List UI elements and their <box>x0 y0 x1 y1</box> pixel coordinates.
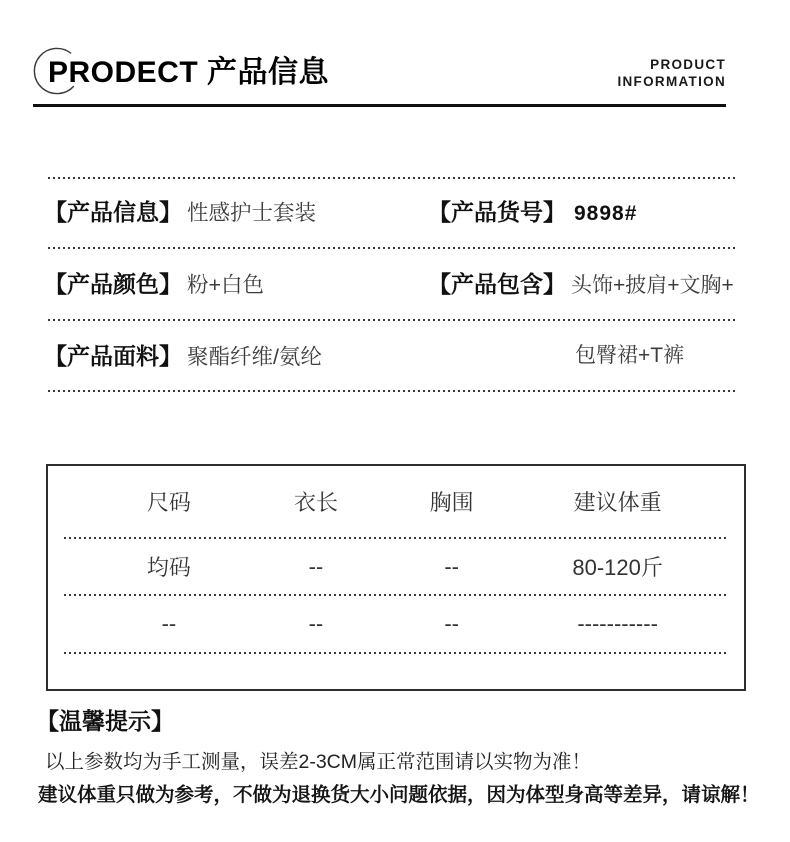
table-row <box>48 539 744 594</box>
info-row-product-name <box>44 197 316 231</box>
cell-size: -- <box>161 611 177 636</box>
column-header-size: 尺码 <box>146 490 191 515</box>
cell-length: -- <box>308 553 324 579</box>
size-table <box>46 464 746 691</box>
tip-line: 建议体重只做为参考，不做为退换货大小问题依据，因为体型身高等差异，请谅解！ <box>38 784 760 806</box>
info-label: 【产品颜色】 <box>44 271 182 297</box>
cell-bust: -- <box>444 611 459 636</box>
info-row-product-includes <box>428 269 734 303</box>
tip-line: 以上参数均为手工测量，误差2-3CM属正常范围请以实物为准！ <box>45 751 592 773</box>
info-row-product-color <box>44 269 264 303</box>
column-header-weight: 建议体重 <box>573 490 662 515</box>
table-row <box>48 596 744 652</box>
cell-weight: ----------- <box>577 611 658 636</box>
dotted-divider <box>48 247 738 249</box>
page-title: PRODECT 产品信息 <box>48 56 330 89</box>
column-header-length: 衣长 <box>293 490 338 515</box>
info-value: 包臀裙+T裤 <box>575 344 685 367</box>
cell-size: 均码 <box>146 555 191 580</box>
info-value: 性感护士套装 <box>187 201 317 225</box>
dotted-divider <box>48 319 738 321</box>
subtitle-line2: INFORMATION <box>617 74 726 89</box>
size-table-header-row <box>48 466 744 537</box>
cell-weight: 80-120斤 <box>572 555 663 580</box>
info-label: 【产品货号】 <box>428 199 566 225</box>
subtitle-line1: PRODUCT <box>650 57 726 72</box>
tips-title: 【温馨提示】 <box>36 708 174 734</box>
cell-length: -- <box>308 611 324 636</box>
info-label: 【产品面料】 <box>44 343 182 369</box>
product-code-value: 9898# <box>574 202 638 225</box>
column-header-bust: 胸围 <box>429 490 474 515</box>
info-label: 【产品包含】 <box>428 271 566 297</box>
info-value: 粉+白色 <box>187 273 265 297</box>
info-label: 【产品信息】 <box>44 199 182 225</box>
dotted-divider <box>48 390 738 392</box>
info-row-product-fabric <box>44 341 322 375</box>
table-dotted-divider <box>64 652 728 654</box>
info-row-product-code <box>428 197 637 231</box>
cell-bust: -- <box>444 553 459 579</box>
info-value: 聚酯纤维/氨纶 <box>187 345 322 369</box>
header-divider <box>33 104 726 107</box>
header-subtitle-en <box>617 56 726 90</box>
info-value: 头饰+披肩+文胸+ <box>571 274 734 297</box>
dotted-divider <box>48 177 738 179</box>
info-row-includes-continued <box>575 341 684 373</box>
